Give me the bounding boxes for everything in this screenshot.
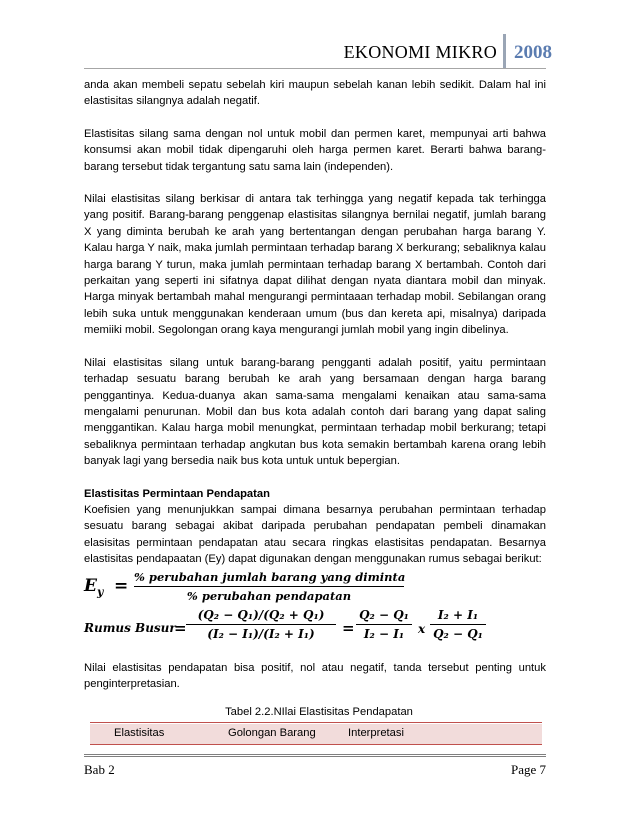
income-elasticity-formula (84, 570, 414, 602)
formula-equals: = (174, 619, 187, 637)
footer-rule (84, 754, 546, 757)
formula-label: Rumus Busur (84, 621, 176, 635)
formula-fraction-q: Q₂ − Q₁ I₂ − I₁ (356, 608, 412, 641)
body-text (84, 77, 546, 568)
paragraph: Nilai elastisitas silang berkisar di antara tak terhingga yang negatif kepada tak terhingga yang positif. Barang-barang penggenap elastisitas silangnya bernilai negatif, jumlah barang X yang diminta berubah ke arah yang bertentangan dengan perubahan harga barang Y. Kalau harga Y naik, maka jumlah permintaan terhadap barang X berkurang; sebaliknya kalau harga barang Y turun, maka jumlah permintaan terhadap barang X bertambah. Contoh dari perkaitan yang seperti ini sifatnya dapat dilihat dengan nyata diantara mobil dan minyak. Harga minyak bertambah mahal mengurangi permintaaan terhadap mobil. Sebilangan orang lebih suka untuk menggunakan kenderaan umum (bus dan kereta api, misalnya) daripada memiiki mobil. Segolongan orang kaya mengurangi jumlah mobil yang ingin dibelinya. (84, 193, 546, 337)
header-year: 2008 (514, 42, 552, 63)
table-header-cell: Elastisitas (114, 727, 165, 739)
paragraph: Nilai elastisitas silang untuk barang-barang pengganti adalah positif, yaitu permintaan terhadap sesuatu barang berubah ke arah yang bersamaan dengan harga barang penggantinya. Kedua-duanya akan sama-sama mengalami kenaikan atau sama-sama mengalami penurunan. Mobil dan bus kota adalah contoh dari barang yang dapat saling menggantikan. Kalau harga mobil menungkat, permintaan terhadap mobil berkurang; tetapi sebaliknya permintaan terhadap angkutan bus kota semakin bertambah karena orang lebih banyak lagi yang bersedia naik bus kota untuk untuk bepergian. (84, 356, 546, 468)
table-caption: Tabel 2.2.NIlai Elastisitas Pendapatan (225, 706, 413, 718)
paragraph: Elastisitas silang sama dengan nol untuk mobil dan permen karet, mempunyai arti bahwa konsumsi akan mobil tidak dipengaruhi oleh harga permen karet. Berarti bahwa barang-barang tersebut tidak tergantung satu sama lain (independen). (84, 127, 546, 173)
paragraph: Nilai elastisitas pendapatan bisa positif, nol atau negatif, tanda tersebut penting untuk penginterpretasian. (84, 662, 546, 691)
formula-equals: = (114, 576, 129, 596)
page-header (344, 34, 552, 68)
table-header-row (90, 724, 542, 744)
formula-times: x (418, 622, 426, 636)
formula-fraction-i: I₂ + I₁ Q₂ − Q₁ (430, 608, 486, 641)
formula-fraction-main: (Q₂ − Q₁)/(Q₂ + Q₁) (I₂ − I₁)/(I₂ + I₁) (186, 608, 336, 641)
header-rule (84, 68, 546, 69)
arc-elasticity-formula (84, 608, 554, 648)
header-title: EKONOMI MIKRO (343, 42, 497, 62)
table-header-rule (90, 744, 542, 745)
formula-lhs: $E_y$ (84, 576, 104, 599)
formula-equals: = (342, 619, 355, 637)
footer-chapter: Bab 2 (84, 762, 115, 777)
table-header-cell: Interpretasi (348, 727, 404, 739)
section-heading: Elastisitas Permintaan Pendapatan (84, 487, 270, 500)
formula-denominator: % perubahan pendapatan (186, 589, 352, 603)
footer-page-number: Page 7 (510, 762, 546, 777)
table-header-cell: Golongan Barang (228, 727, 316, 739)
section-paragraph: Koefisien yang menunjukkan sampai dimana besarnya perubahan permintaan terhadap sesuatu barang sebagai akibat daripada perubahan pendapatan pembeli dinamakan elasisitas permintaan pendapatan atau secara ringkas elastisitas pendapatan. Besarnya elastisitas pendapaatan (Ey) dapat digunakan dengan menggunakan rumus sebagai berikut: (84, 503, 546, 566)
formula-fraction (134, 570, 404, 603)
paragraph: anda akan membeli sepatu sebelah kiri maupun sebelah kanan lebih sedikit. Dalam hal ini elastisitas silangnya adalah negatif. (84, 79, 546, 108)
table-top-rule (90, 722, 542, 723)
formula-numerator: % perubahan jumlah barang yang diminta (134, 570, 406, 584)
